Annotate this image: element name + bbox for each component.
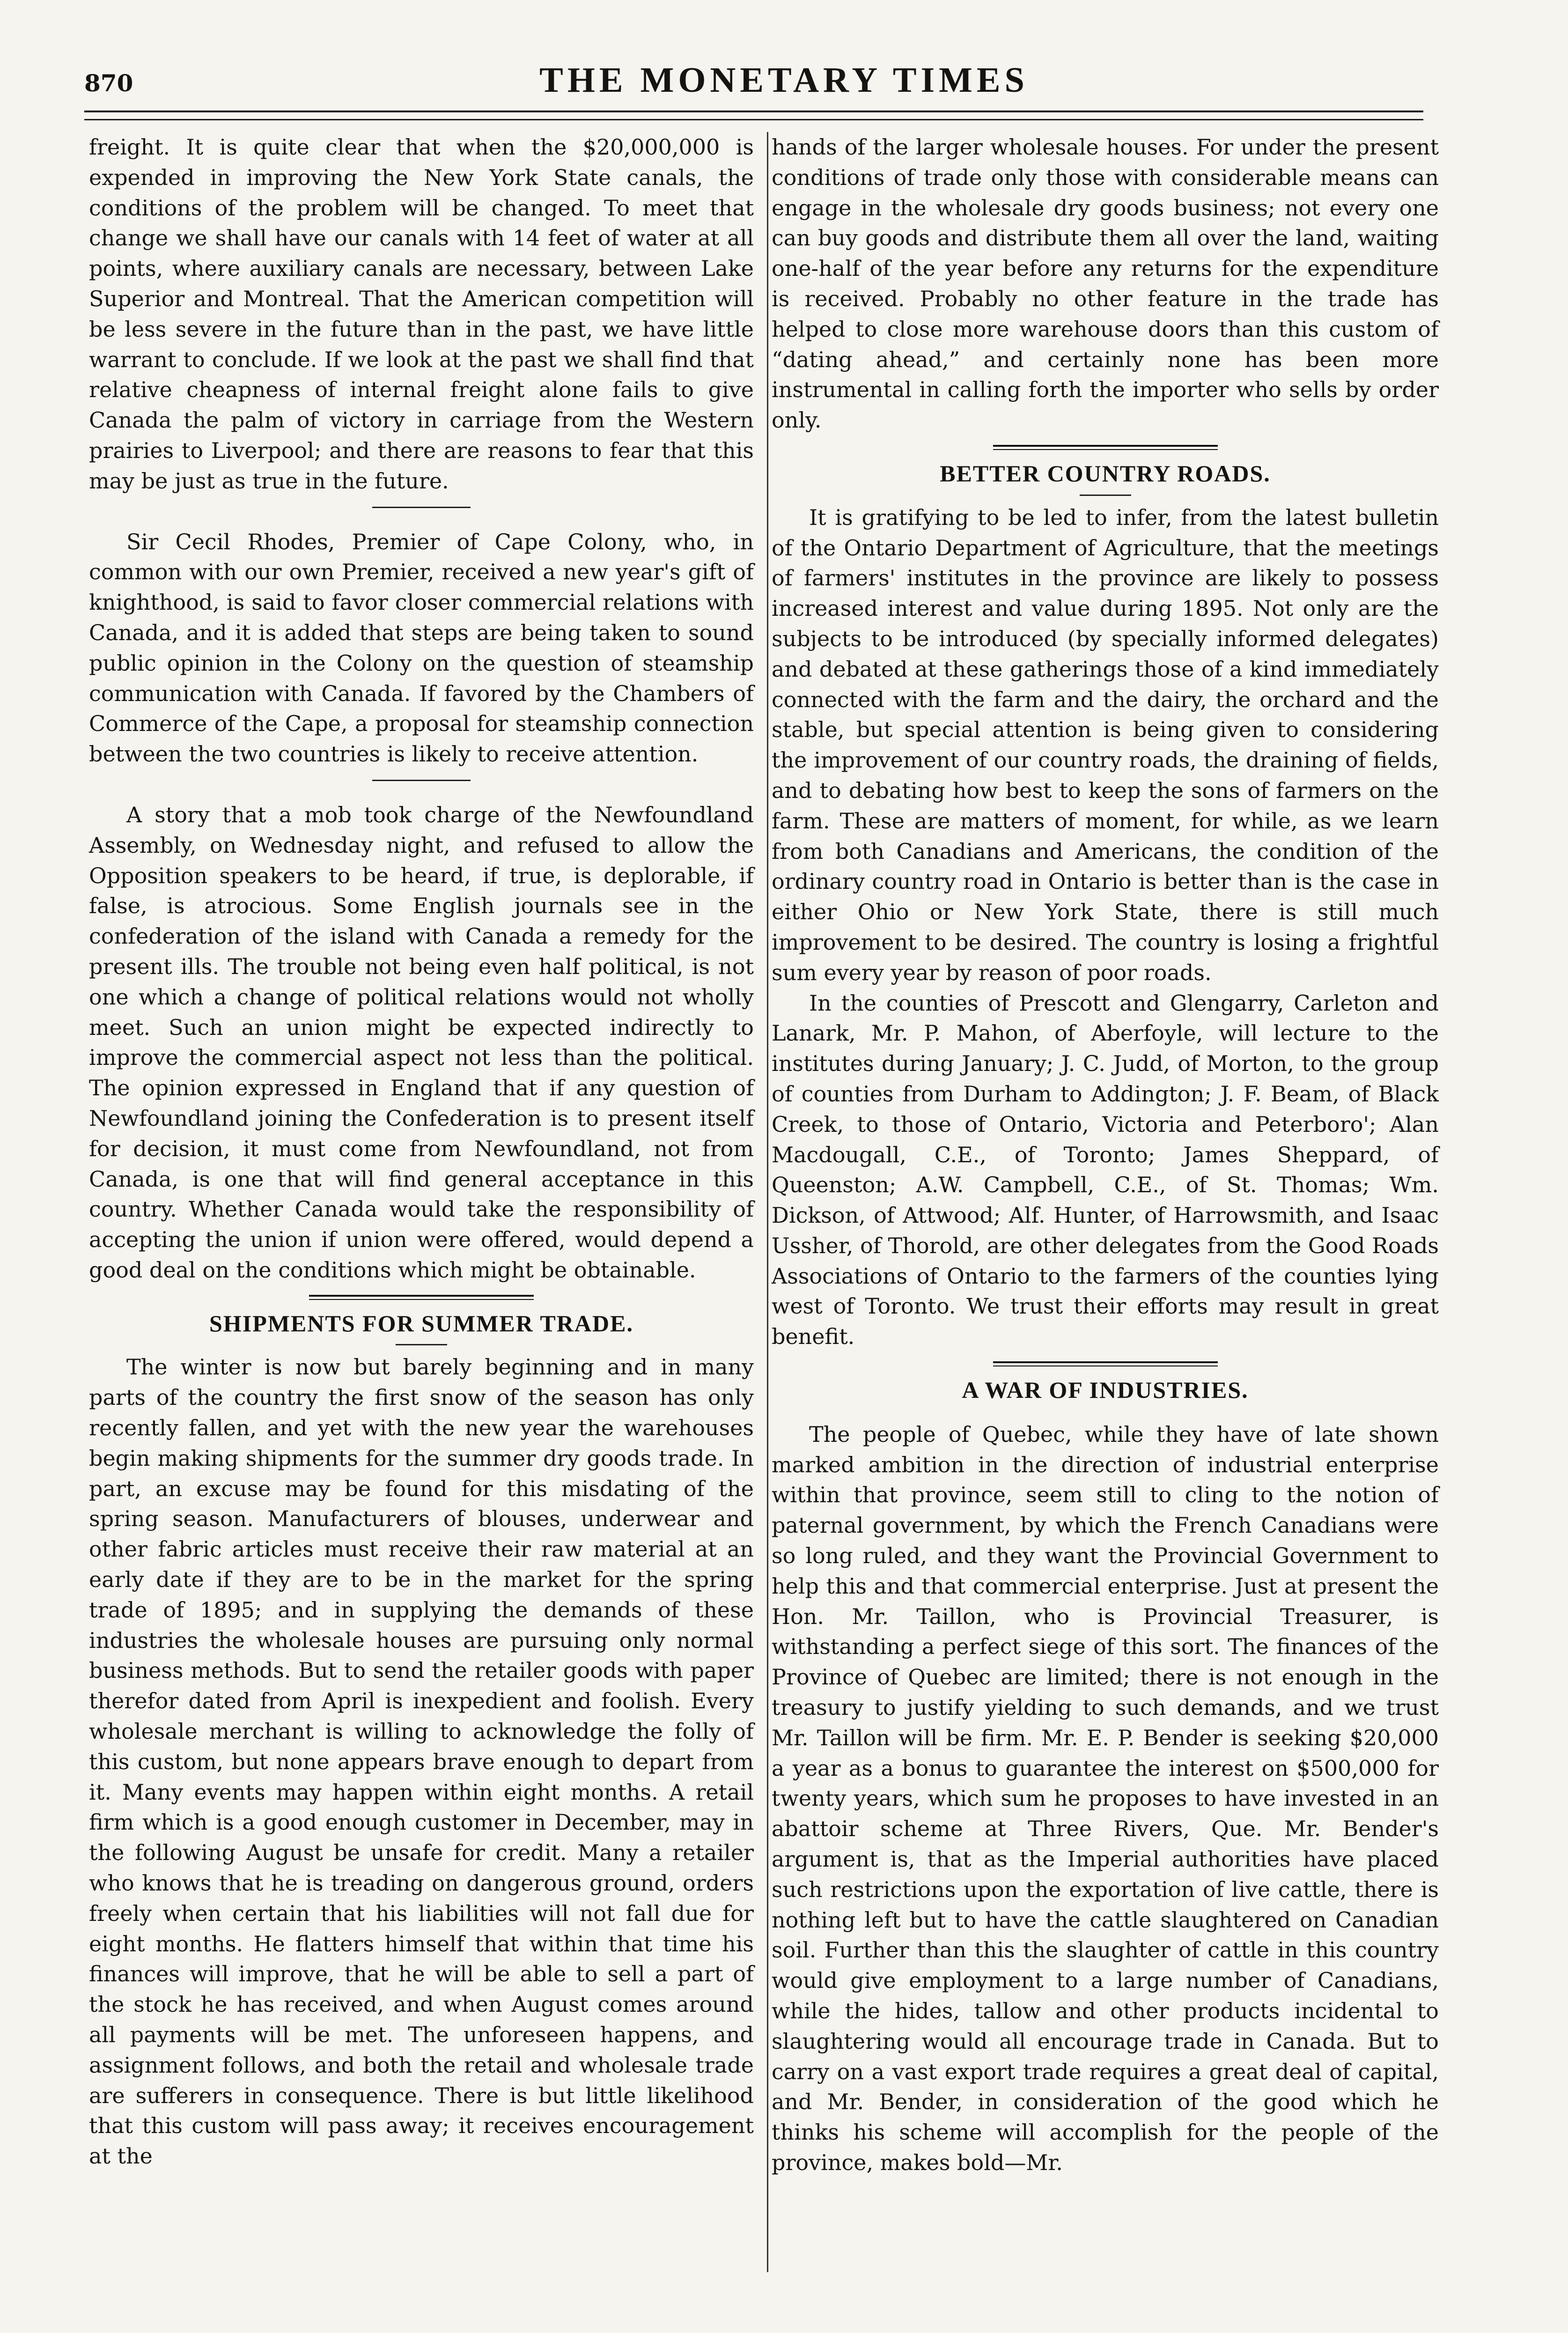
double-rule-separator: [309, 1295, 534, 1300]
paragraph-wholesale-houses: hands of the larger wholesale houses. For under the present conditions of trade only those with considerable means can engage in the wholesale dry goods business; not every one can buy goods and distribute them all over the land, waiting one-half of the year before any returns for the expenditure is received. Probably no other feature in the trade has helped to close more warehouse doors than this custom of “dating ahead,” and certainly none has been more instrumental in calling forth the importer who sells by order only.: [772, 134, 1439, 433]
paragraph-newfoundland: A story that a mob took charge of the Newfoundland Assembly, on Wednesday night, and refused to allow the Opposition speakers to be heard, if true, is deplorable, if false, is atrocious. Some English journals see in the confederation of the island with Canada a remedy for the present ills. The trouble not being even half political, is not one which a change of political relations would not wholly meet. Such an union might be expected indirectly to improve the commercial aspect not less than the political. The opinion expressed in England that if any question of Newfoundland joining the Confederation is to present itself for decision, it must come from Newfoundland, not from Canada, is one that will find general acceptance in this country. Whether Canada would take the responsibility of accepting the union if union were offered, would depend a good deal on the conditions which might be obtainable.: [89, 802, 754, 1283]
paragraph-cecil-rhodes: Sir Cecil Rhodes, Premier of Cape Colony, who, in common with our own Premier, received a new year's gift of knighthood, is said to favor closer commercial relations with Canada, and it is added that steps are being taken to sound public opinion in the Colony on the question of steamship communication with Canada. If favored by the Chambers of Commerce of the Cape, a proposal for steamship connection between the two countries is likely to receive attention.: [89, 529, 754, 767]
heading-spacer: [772, 1405, 1439, 1419]
paragraph-quebec: The people of Quebec, while they have of late shown marked ambition in the direction of industrial enterprise within that province, seem still to cling to the notion of paternal government, by which the French Canadians were so long ruled, and they want the Provincial Government to help this and that commercial enterprise. Just at present the Hon. Mr. Taillon, who is Provincial Treasurer, is withstanding a perfect siege of this sort. The finances of the Province of Quebec are limited; there is not enough in the treasury to justify yielding to such demands, and we trust Mr. Taillon will be firm. Mr. E. P. Bender is seeking $20,000 a year as a bonus to guarantee the interest on $500,000 for twenty years, which sum he proposes to have invested in an abattoir scheme at Three Rivers, Que. Mr. Bender's argument is, that as the Imperial authorities have placed such restrictions upon the exportation of live cattle, there is nothing left but to have the cattle slaughtered on Canadian soil. Further than this the slaughter of cattle in this country would give employment to a large number of Canadians, while the hides, tallow and other products incidental to slaughtering would all encourage trade in Canada. But to carry on a vast export trade requires a great deal of capital, and Mr. Bender, in consideration of the good which he thinks his scheme will accomplish for the people of the province, makes bold—Mr.: [772, 1421, 1439, 2175]
left-column: [89, 132, 754, 2171]
section-separator: [372, 780, 471, 781]
paragraph-farmers-institutes: It is gratifying to be led to infer, from the latest bulletin of the Ontario Department of Agriculture, that the meetings of farmers' institutes in the province are likely to possess increased interest and value during 1895. Not only are the subjects to be introduced (by specially informed delegates) and debated at these gatherings those of a kind immediately connected with the farm and the dairy, the orchard and the stable, but special attention is being given to considering the improvement of our country roads, the draining of fields, and to debating how best to keep the sons of farmers on the farm. These are matters of moment, for while, as we learn from both Canadians and Americans, the condition of the ordinary country road in Ontario is better than is the case in either Ohio or New York State, there is still much improvement to be desired. The country is losing a frightful sum every year by reason of poor roads.: [772, 504, 1439, 985]
heading-rule: [1080, 495, 1131, 496]
heading-shipments: SHIPMENTS FOR SUMMER TRADE.: [209, 1310, 633, 1336]
section-separator: [372, 507, 471, 508]
heading-rule: [396, 1344, 447, 1345]
masthead-rule-bottom: [84, 119, 1423, 120]
heading-war-of-industries: A WAR OF INDUSTRIES.: [962, 1377, 1249, 1403]
paragraph-canals: freight. It is quite clear that when the $20,000,000 is expended in improving the New York State canals, the conditions of the problem will be changed. To meet that change we shall have our canals with 14 feet of water at all points, where auxiliary canals are necessary, between Lake Superior and Montreal. That the American competition will be less severe in the future than in the past, we have little warrant to conclude. If we look at the past we shall find that relative cheapness of internal freight alone fails to give Canada the palm of victory in carriage from the Western prairies to Liverpool; and there are reasons to fear that this may be just as true in the future.: [89, 134, 754, 494]
right-column: [772, 132, 1439, 2178]
double-rule-separator: [993, 445, 1218, 450]
masthead-title: THE MONETARY TIMES: [539, 60, 1029, 100]
column-divider: [767, 132, 768, 2272]
paragraph-delegates: In the counties of Prescott and Glengarry, Carleton and Lanark, Mr. P. Mahon, of Aberfoyle, will lecture to the institutes during January; J. C. Judd, of Morton, to the group of counties from Durham to Addington; J. F. Beam, of Black Creek, to those of Ontario, Victoria and Peterboro'; Alan Macdougall, C.E., of Toronto; James Sheppard, of Queenston; A.W. Campbell, C.E., of St. Thomas; Wm. Dickson, of Attwood; Alf. Hunter, of Harrowsmith, and Isaac Ussher, of Thorold, are other delegates from the Good Roads Associations of Ontario to the farmers of the counties lying west of Toronto. We trust their efforts may result in great benefit.: [772, 990, 1439, 1350]
paragraph-shipments: The winter is now but barely beginning and in many parts of the country the first snow of the season has only recently fallen, and yet with the new year the warehouses begin making shipments for the summer dry goods trade. In part, an excuse may be found for this misdating of the spring season. Manufacturers of blouses, underwear and other fabric articles must receive their raw material at an early date if they are to be in the market for the spring trade of 1895; and in supplying the demands of these industries the wholesale houses are pursuing only normal business methods. But to send the retailer goods with paper therefor dated from April is inexpedient and foolish. Every wholesale merchant is willing to acknowledge the folly of this custom, but none appears brave enough to depart from it. Many events may happen within eight months. A retail firm which is a good enough customer in December, may in the following August be unsafe for credit. Many a retailer who knows that he is treading on dangerous ground, orders freely when certain that his liabilities will not fall due for eight months. He flatters himself that within that time his finances will improve, that he will be able to sell a part of the stock he has received, and when August comes around all payments will be met. The unforeseen happens, and assignment follows, and both the retail and wholesale trade are sufferers in consequence. There is but little likelihood that this custom will pass away; it receives encouragement at the: [89, 1354, 754, 2169]
double-rule-separator: [993, 1361, 1218, 1366]
masthead-rule-top: [84, 111, 1423, 112]
heading-country-roads: BETTER COUNTRY ROADS.: [940, 460, 1271, 487]
page-number: 870: [84, 69, 133, 97]
